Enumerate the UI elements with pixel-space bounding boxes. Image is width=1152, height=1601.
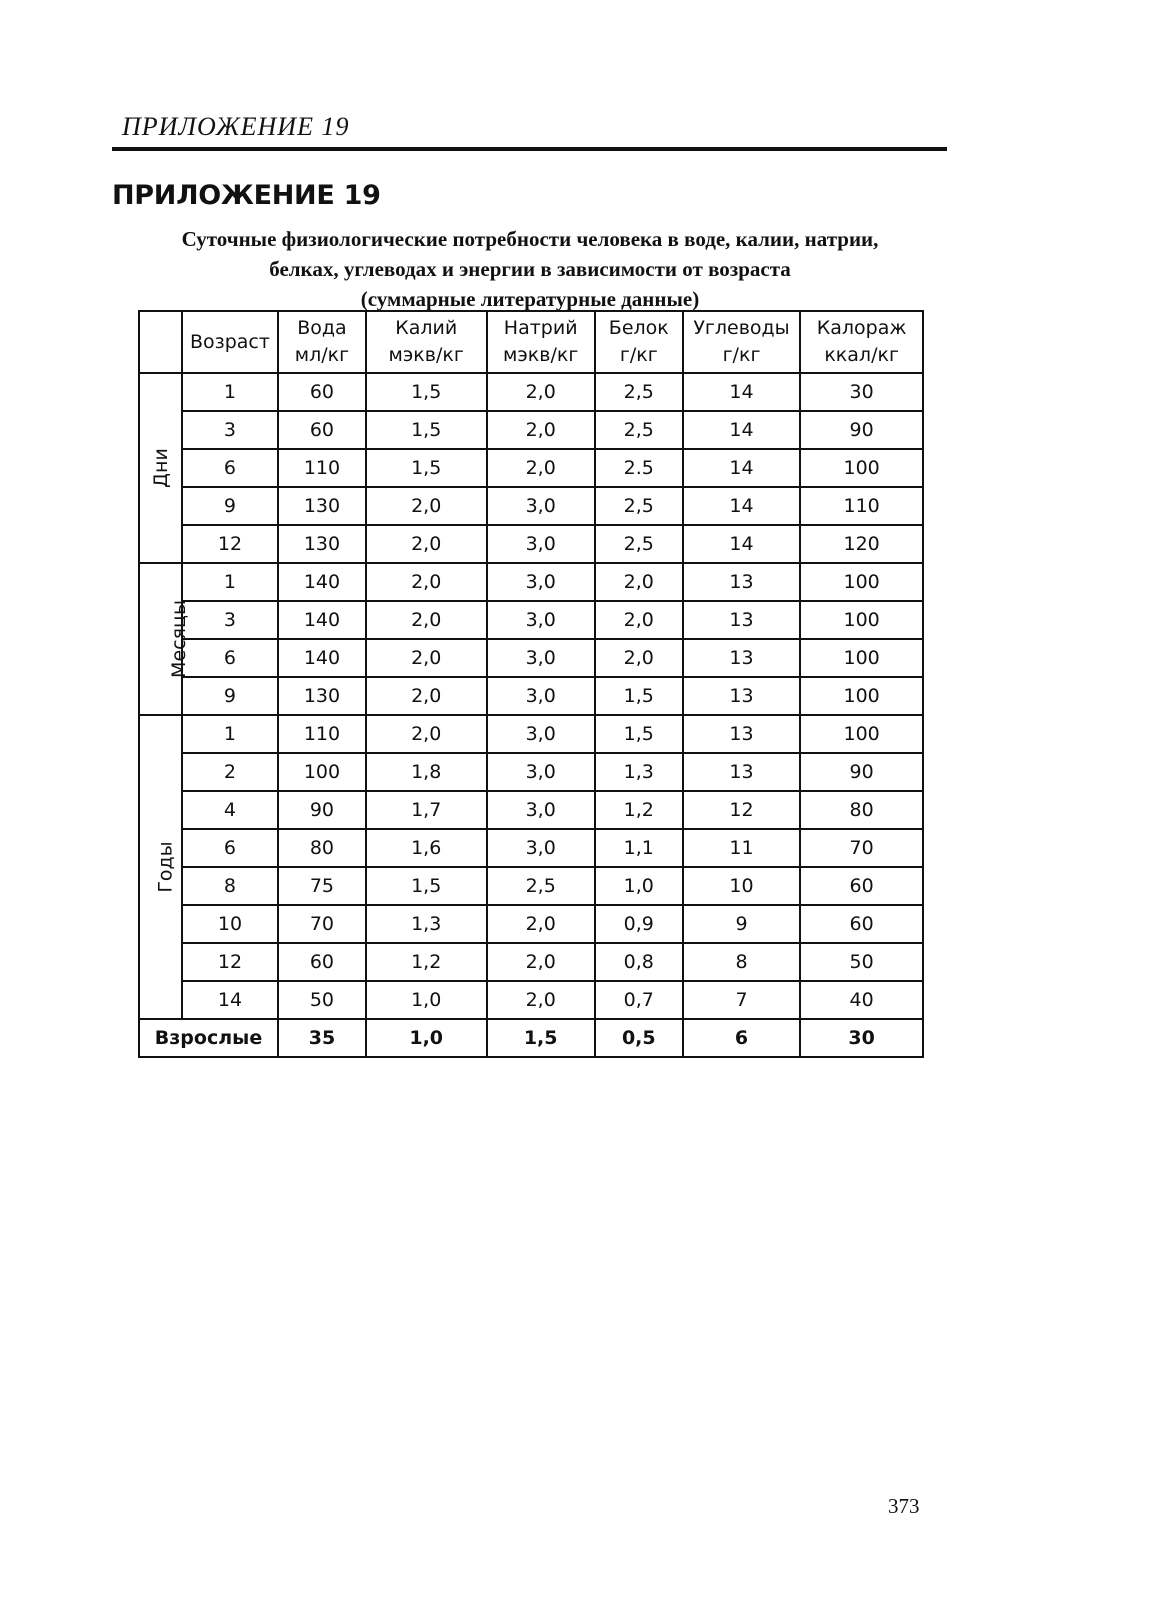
value-cell: 2,0 <box>487 373 595 411</box>
value-cell: 40 <box>800 981 923 1019</box>
value-cell: 14 <box>683 487 801 525</box>
value-cell: 2,5 <box>595 487 683 525</box>
value-cell: 130 <box>278 525 366 563</box>
value-cell: 14 <box>683 411 801 449</box>
table-row <box>139 601 923 639</box>
column-header <box>182 311 278 373</box>
age-cell: 2 <box>182 753 278 791</box>
value-cell: 1,5 <box>366 867 487 905</box>
value-cell: 10 <box>683 867 801 905</box>
column-header <box>366 311 487 373</box>
value-cell: 1,5 <box>366 411 487 449</box>
value-cell: 75 <box>278 867 366 905</box>
age-cell: 14 <box>182 981 278 1019</box>
value-cell: 1,5 <box>487 1019 595 1057</box>
age-cell: 12 <box>182 525 278 563</box>
value-cell: 70 <box>278 905 366 943</box>
table-row <box>139 525 923 563</box>
value-cell: 1,2 <box>595 791 683 829</box>
value-cell: 1,3 <box>595 753 683 791</box>
value-cell: 1,7 <box>366 791 487 829</box>
caption-line-3: (суммарные литературные данные) <box>360 287 700 311</box>
value-cell: 100 <box>800 677 923 715</box>
value-cell: 13 <box>683 601 801 639</box>
value-cell: 0,8 <box>595 943 683 981</box>
adult-row <box>139 1019 923 1057</box>
value-cell: 13 <box>683 639 801 677</box>
value-cell: 100 <box>800 601 923 639</box>
page-title: ПРИЛОЖЕНИЕ 19 <box>112 180 381 211</box>
column-header <box>800 311 923 373</box>
value-cell: 50 <box>278 981 366 1019</box>
requirements-table <box>138 310 924 1058</box>
age-group-label: Месяцы <box>167 600 190 678</box>
value-cell: 2,5 <box>487 867 595 905</box>
age-cell: 9 <box>182 677 278 715</box>
value-cell: 3,0 <box>487 829 595 867</box>
age-cell: 3 <box>182 601 278 639</box>
age-group-label: Годы <box>154 841 177 893</box>
table-row <box>139 677 923 715</box>
value-cell: 30 <box>800 1019 923 1057</box>
value-cell: 2,0 <box>366 525 487 563</box>
value-cell: 110 <box>800 487 923 525</box>
value-cell: 90 <box>800 753 923 791</box>
value-cell: 130 <box>278 487 366 525</box>
value-cell: 3,0 <box>487 639 595 677</box>
value-cell: 1,5 <box>366 373 487 411</box>
column-unit: г/кг <box>619 344 658 366</box>
value-cell: 12 <box>683 791 801 829</box>
value-cell: 0,9 <box>595 905 683 943</box>
column-unit: мл/кг <box>294 344 350 366</box>
value-cell: 90 <box>278 791 366 829</box>
value-cell: 130 <box>278 677 366 715</box>
value-cell: 110 <box>278 449 366 487</box>
value-cell: 60 <box>278 943 366 981</box>
value-cell: 60 <box>278 411 366 449</box>
column-name: Углеводы <box>693 317 790 339</box>
table-row <box>139 943 923 981</box>
value-cell: 14 <box>683 449 801 487</box>
corner-cell <box>139 311 182 373</box>
column-unit: г/кг <box>722 344 761 366</box>
value-cell: 2,5 <box>595 411 683 449</box>
value-cell: 1,5 <box>595 715 683 753</box>
table-row <box>139 373 923 411</box>
value-cell: 7 <box>683 981 801 1019</box>
value-cell: 13 <box>683 753 801 791</box>
table-row <box>139 829 923 867</box>
table-row <box>139 791 923 829</box>
value-cell: 1,0 <box>595 867 683 905</box>
table-row <box>139 715 923 753</box>
value-cell: 11 <box>683 829 801 867</box>
value-cell: 2,0 <box>487 981 595 1019</box>
value-cell: 80 <box>278 829 366 867</box>
value-cell: 140 <box>278 601 366 639</box>
value-cell: 90 <box>800 411 923 449</box>
value-cell: 3,0 <box>487 563 595 601</box>
value-cell: 0,7 <box>595 981 683 1019</box>
value-cell: 3,0 <box>487 525 595 563</box>
value-cell: 2.5 <box>595 449 683 487</box>
value-cell: 3,0 <box>487 601 595 639</box>
age-cell: 12 <box>182 943 278 981</box>
value-cell: 14 <box>683 525 801 563</box>
age-cell: 1 <box>182 373 278 411</box>
value-cell: 60 <box>800 905 923 943</box>
value-cell: 80 <box>800 791 923 829</box>
table-row <box>139 905 923 943</box>
age-cell: 6 <box>182 449 278 487</box>
age-cell: 6 <box>182 829 278 867</box>
age-cell: 6 <box>182 639 278 677</box>
value-cell: 2,0 <box>487 449 595 487</box>
column-name: Возраст <box>189 330 270 353</box>
value-cell: 13 <box>683 677 801 715</box>
column-header <box>595 311 683 373</box>
adult-label: Взрослые <box>139 1019 278 1057</box>
table-caption <box>100 224 960 314</box>
value-cell: 50 <box>800 943 923 981</box>
value-cell: 2,0 <box>366 677 487 715</box>
value-cell: 2,0 <box>487 905 595 943</box>
column-header <box>487 311 595 373</box>
value-cell: 13 <box>683 715 801 753</box>
value-cell: 3,0 <box>487 715 595 753</box>
age-cell: 1 <box>182 563 278 601</box>
value-cell: 2,5 <box>595 373 683 411</box>
value-cell: 2,0 <box>366 601 487 639</box>
value-cell: 1,5 <box>595 677 683 715</box>
column-header <box>278 311 366 373</box>
age-group-cell <box>139 373 182 563</box>
age-group-cell <box>139 563 190 715</box>
value-cell: 1,1 <box>595 829 683 867</box>
value-cell: 2,0 <box>366 715 487 753</box>
value-cell: 30 <box>800 373 923 411</box>
age-group-label: Дни <box>149 448 172 488</box>
value-cell: 140 <box>278 563 366 601</box>
value-cell: 120 <box>800 525 923 563</box>
age-cell: 1 <box>182 715 278 753</box>
page-number: 373 <box>888 1494 920 1518</box>
value-cell: 1,2 <box>366 943 487 981</box>
value-cell: 1,8 <box>366 753 487 791</box>
value-cell: 100 <box>800 563 923 601</box>
value-cell: 2,0 <box>366 639 487 677</box>
value-cell: 100 <box>800 715 923 753</box>
header-row <box>139 311 923 373</box>
value-cell: 100 <box>800 639 923 677</box>
table-row <box>139 411 923 449</box>
value-cell: 60 <box>278 373 366 411</box>
value-cell: 6 <box>683 1019 801 1057</box>
column-name: Натрий <box>503 317 578 339</box>
column-unit: мэкв/кг <box>503 344 579 366</box>
column-unit: мэкв/кг <box>388 344 464 366</box>
value-cell: 1,0 <box>366 1019 487 1057</box>
value-cell: 2,0 <box>487 411 595 449</box>
value-cell: 14 <box>683 373 801 411</box>
value-cell: 110 <box>278 715 366 753</box>
value-cell: 13 <box>683 563 801 601</box>
value-cell: 70 <box>800 829 923 867</box>
column-name: Калий <box>395 317 458 339</box>
value-cell: 2,0 <box>366 563 487 601</box>
table-row <box>139 981 923 1019</box>
value-cell: 1,3 <box>366 905 487 943</box>
running-head: ПРИЛОЖЕНИЕ 19 <box>122 112 350 141</box>
column-name: Белок <box>608 317 669 339</box>
value-cell: 35 <box>278 1019 366 1057</box>
age-cell: 4 <box>182 791 278 829</box>
table-row <box>139 487 923 525</box>
caption-line-1: Суточные физиологические потребности человека в воде, калии, натрии, <box>181 227 879 251</box>
age-cell: 10 <box>182 905 278 943</box>
value-cell: 1,6 <box>366 829 487 867</box>
value-cell: 2,0 <box>595 639 683 677</box>
value-cell: 140 <box>278 639 366 677</box>
column-unit: ккал/кг <box>824 344 899 366</box>
caption-line-2: белках, углеводах и энергии в зависимости от возраста <box>269 257 791 281</box>
value-cell: 100 <box>278 753 366 791</box>
column-name: Вода <box>297 317 347 339</box>
table-row <box>139 867 923 905</box>
value-cell: 3,0 <box>487 677 595 715</box>
age-cell: 8 <box>182 867 278 905</box>
age-group-cell <box>139 715 182 1019</box>
value-cell: 100 <box>800 449 923 487</box>
column-name: Калораж <box>816 317 907 339</box>
value-cell: 3,0 <box>487 791 595 829</box>
value-cell: 2,5 <box>595 525 683 563</box>
table-row <box>139 639 923 677</box>
value-cell: 2,0 <box>366 487 487 525</box>
column-header <box>683 311 801 373</box>
value-cell: 2,0 <box>595 563 683 601</box>
value-cell: 0,5 <box>595 1019 683 1057</box>
value-cell: 60 <box>800 867 923 905</box>
age-cell: 3 <box>182 411 278 449</box>
header-rule <box>112 147 947 151</box>
value-cell: 3,0 <box>487 753 595 791</box>
value-cell: 3,0 <box>487 487 595 525</box>
value-cell: 1,5 <box>366 449 487 487</box>
value-cell: 8 <box>683 943 801 981</box>
table-row <box>139 753 923 791</box>
table-row <box>139 449 923 487</box>
table-row <box>139 563 923 601</box>
age-cell: 9 <box>182 487 278 525</box>
value-cell: 9 <box>683 905 801 943</box>
value-cell: 2,0 <box>487 943 595 981</box>
value-cell: 1,0 <box>366 981 487 1019</box>
value-cell: 2,0 <box>595 601 683 639</box>
